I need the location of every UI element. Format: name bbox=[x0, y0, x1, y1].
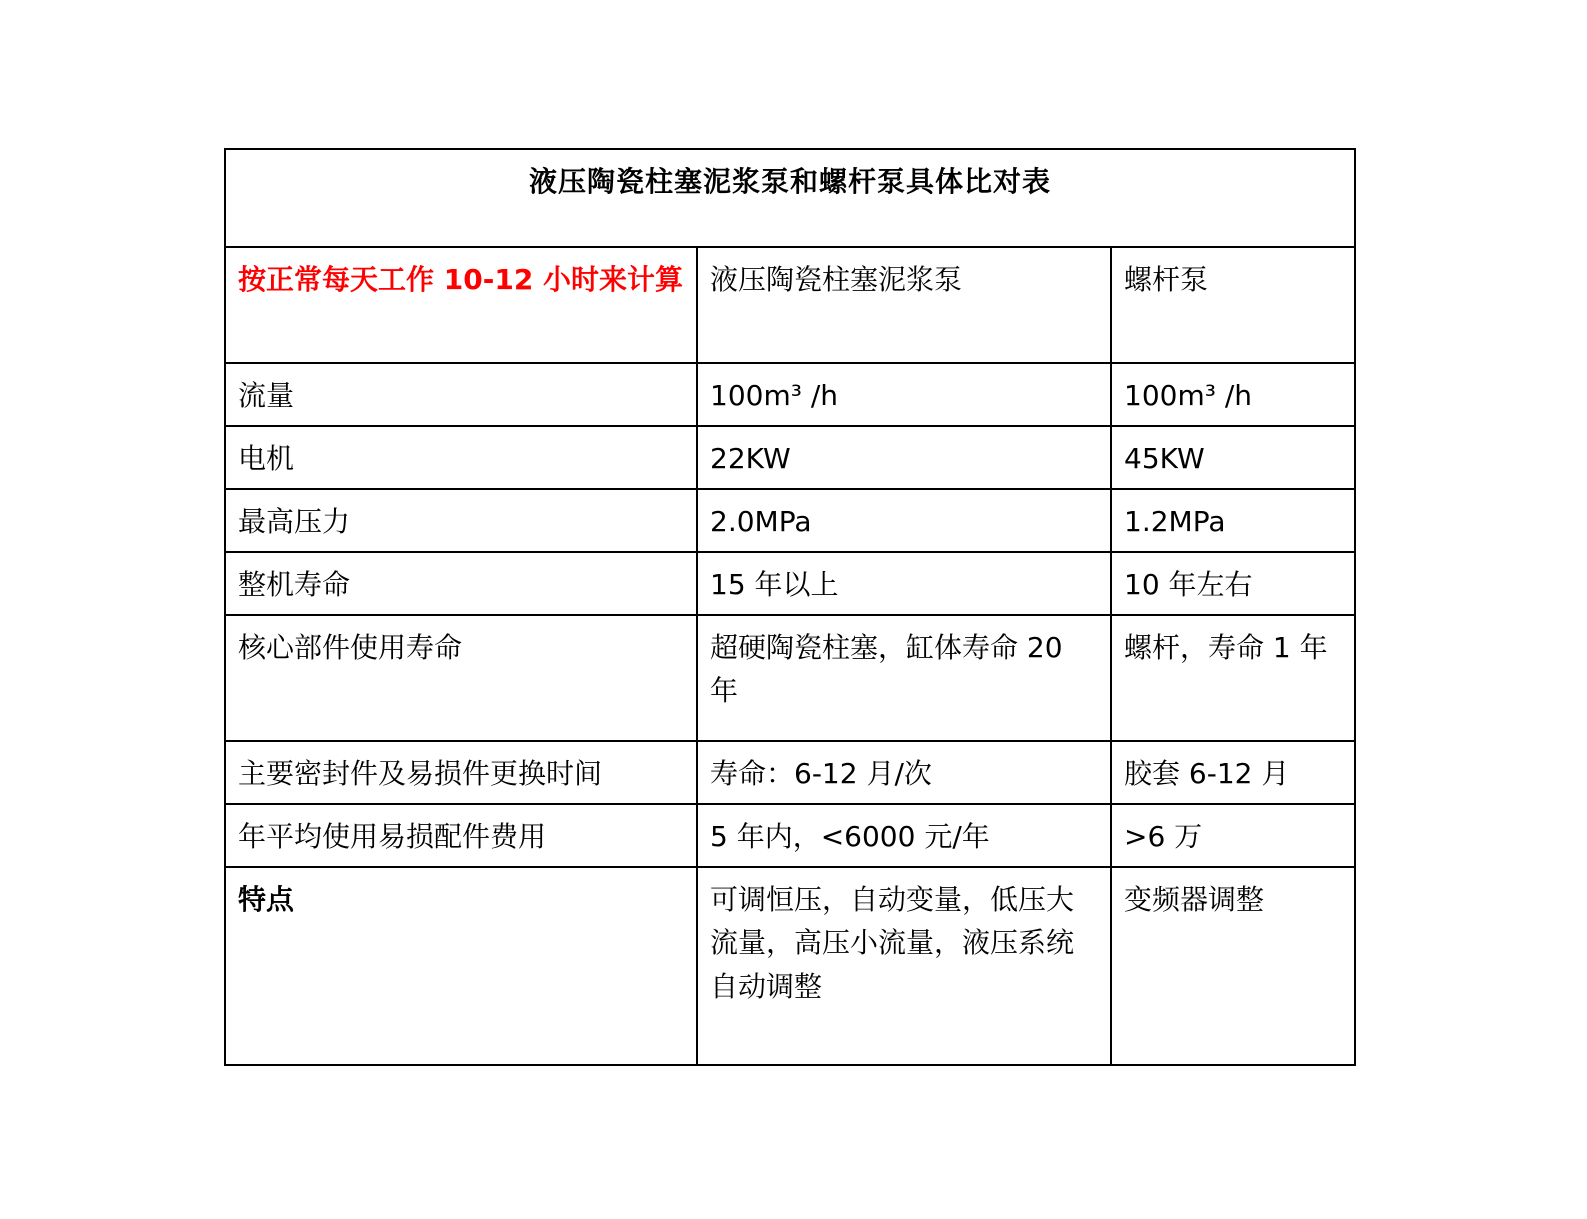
row-label: 整机寿命 bbox=[225, 552, 697, 615]
table-title: 液压陶瓷柱塞泥浆泵和螺杆泵具体比对表 bbox=[225, 149, 1355, 247]
row-value-pump2: 胶套 6-12 月 bbox=[1111, 741, 1355, 804]
row-value-pump1: 寿命：6-12 月/次 bbox=[697, 741, 1111, 804]
row-label: 核心部件使用寿命 bbox=[225, 615, 697, 741]
table-row-annual-parts-cost bbox=[225, 804, 1355, 867]
row-label: 主要密封件及易损件更换时间 bbox=[225, 741, 697, 804]
row-value-pump2: 变频器调整 bbox=[1111, 867, 1355, 1065]
row-value-pump1: 22KW bbox=[697, 426, 1111, 489]
row-value-pump1: 5 年内，<6000 元/年 bbox=[697, 804, 1111, 867]
table-row-flow bbox=[225, 363, 1355, 426]
row-value-pump2: 10 年左右 bbox=[1111, 552, 1355, 615]
row-label: 年平均使用易损配件费用 bbox=[225, 804, 697, 867]
row-value-pump2: 100m³ /h bbox=[1111, 363, 1355, 426]
table-row-motor bbox=[225, 426, 1355, 489]
row-value-pump2: >6 万 bbox=[1111, 804, 1355, 867]
row-value-pump2: 螺杆，寿命 1 年 bbox=[1111, 615, 1355, 741]
row-label: 电机 bbox=[225, 426, 697, 489]
table-row-seal-replacement bbox=[225, 741, 1355, 804]
row-value-pump2: 1.2MPa bbox=[1111, 489, 1355, 552]
table-header-row bbox=[225, 247, 1355, 363]
header-pump1: 液压陶瓷柱塞泥浆泵 bbox=[697, 247, 1111, 363]
row-label: 流量 bbox=[225, 363, 697, 426]
header-pump2: 螺杆泵 bbox=[1111, 247, 1355, 363]
table-row-core-parts-life bbox=[225, 615, 1355, 741]
row-label: 特点 bbox=[225, 867, 697, 1065]
row-label: 最高压力 bbox=[225, 489, 697, 552]
table-row-machine-life bbox=[225, 552, 1355, 615]
table-row-features bbox=[225, 867, 1355, 1065]
row-value-pump1: 100m³ /h bbox=[697, 363, 1111, 426]
table-row-max-pressure bbox=[225, 489, 1355, 552]
table-title-row bbox=[225, 149, 1355, 247]
row-value-pump1: 15 年以上 bbox=[697, 552, 1111, 615]
row-value-pump2: 45KW bbox=[1111, 426, 1355, 489]
comparison-table bbox=[224, 148, 1356, 1066]
row-value-pump1: 可调恒压，自动变量，低压大流量，高压小流量，液压系统自动调整 bbox=[697, 867, 1111, 1065]
row-value-pump1: 超硬陶瓷柱塞，缸体寿命 20 年 bbox=[697, 615, 1111, 741]
header-criteria: 按正常每天工作 10-12 小时来计算 bbox=[225, 247, 697, 363]
row-value-pump1: 2.0MPa bbox=[697, 489, 1111, 552]
